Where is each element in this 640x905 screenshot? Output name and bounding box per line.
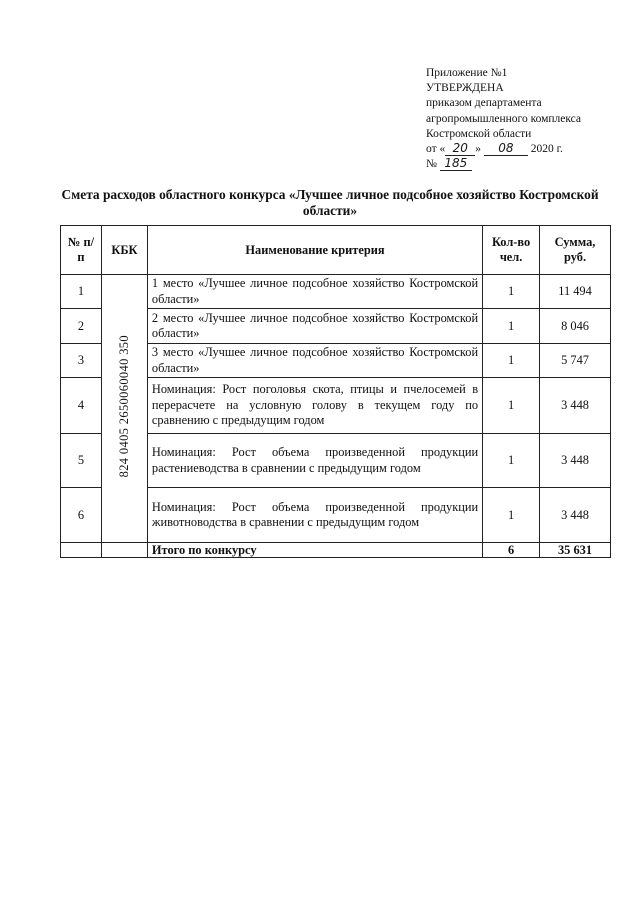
kbk-cell [101, 275, 147, 543]
row-num: 5 [61, 434, 102, 488]
table-header-row [61, 226, 611, 275]
total-qty: 6 [483, 543, 540, 558]
header-sum: Сумма, руб. [540, 226, 611, 275]
row-name: Номинация: Рост поголовья скота, птицы и пчелосемей в перерасчете на условную голову в текущем году по сравнению с предыдущим годом [147, 378, 482, 434]
row-qty: 1 [483, 275, 540, 309]
total-sum: 35 631 [540, 543, 611, 558]
row-sum: 3 448 [540, 434, 611, 488]
header-name: Наименование критерия [147, 226, 482, 275]
header-num: № п/п [61, 226, 102, 275]
row-num: 1 [61, 275, 102, 309]
row-sum: 5 747 [540, 344, 611, 378]
row-sum: 3 448 [540, 378, 611, 434]
row-name: Номинация: Рост объема произведенной продукции растениеводства в сравнении с предыдущим годом [147, 434, 482, 488]
table-row [61, 275, 611, 309]
order-number [426, 157, 626, 172]
approved-label: УТВЕРЖДЕНА [426, 82, 504, 95]
approval-date [426, 142, 626, 157]
order-line: приказом департамента [426, 97, 542, 110]
appendix-label: Приложение №1 [426, 67, 508, 79]
row-name: 3 место «Лучшее личное подсобное хозяйство Костромской области» [147, 344, 482, 378]
row-qty: 1 [483, 488, 540, 543]
document-title: Смета расходов областного конкурса «Лучшее личное подсобное хозяйство Костромской области» [61, 187, 599, 218]
date-month: 08 [484, 142, 528, 156]
date-prefix: от « [426, 143, 446, 156]
date-year: 2020 г. [530, 143, 563, 156]
department-line: агропромышленного комплекса [426, 112, 582, 125]
row-qty: 1 [483, 378, 540, 434]
row-qty: 1 [483, 344, 540, 378]
header-kbk: КБК [101, 226, 147, 275]
row-name: 1 место «Лучшее личное подсобное хозяйство Костромской области» [147, 275, 482, 309]
row-qty: 1 [483, 434, 540, 488]
total-kbk-empty [101, 543, 147, 558]
row-num: 6 [61, 488, 102, 543]
row-num: 4 [61, 378, 102, 434]
header-qty: Кол-во чел. [483, 226, 540, 275]
row-num: 3 [61, 344, 102, 378]
approval-block [426, 66, 626, 172]
total-label: Итого по конкурсу [147, 543, 482, 558]
row-sum: 11 494 [540, 275, 611, 309]
kbk-code: 824 0405 2650060040 350 [116, 335, 131, 478]
row-sum: 8 046 [540, 309, 611, 344]
row-num: 2 [61, 309, 102, 344]
row-sum: 3 448 [540, 488, 611, 543]
estimate-table [60, 225, 611, 558]
row-qty: 1 [483, 309, 540, 344]
total-num-empty [61, 543, 102, 558]
total-row [61, 543, 611, 558]
number-value: 185 [440, 157, 472, 171]
row-name: Номинация: Рост объема произведенной продукции животноводства в сравнении с предыдущим годом [147, 488, 482, 543]
region-line: Костромской области [426, 127, 532, 140]
date-mid: » [475, 143, 481, 156]
number-prefix: № [426, 158, 437, 171]
date-day: 20 [445, 142, 475, 156]
row-name: 2 место «Лучшее личное подсобное хозяйство Костромской области» [147, 309, 482, 344]
